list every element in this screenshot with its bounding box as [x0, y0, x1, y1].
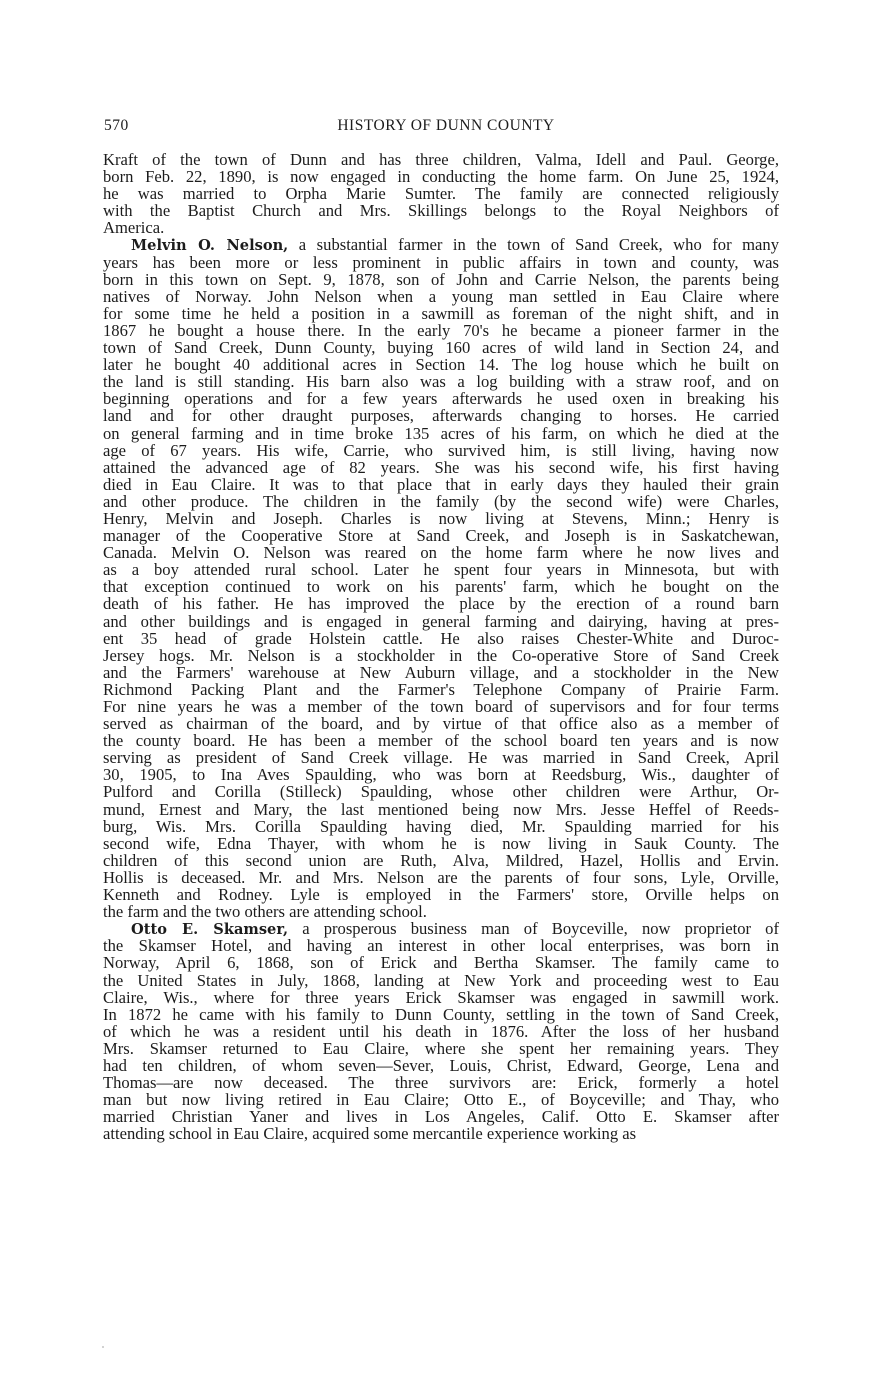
- text-line: [103, 1040, 779, 1057]
- text-line: [103, 271, 779, 288]
- text-line: [103, 749, 779, 766]
- text-line: [103, 168, 779, 185]
- text-line: [103, 561, 779, 578]
- text-line: [103, 339, 779, 356]
- text-line: [103, 578, 779, 595]
- text-line: [103, 801, 779, 818]
- text-line: [103, 835, 779, 852]
- line-text: Henry, Melvin and Joseph. Charles is now living at Stevens, Minn.; Henry is: [103, 508, 779, 528]
- line-text: with the Baptist Church and Mrs. Skillings belongs to the Royal Neighbors of: [103, 201, 779, 221]
- text-line: [103, 783, 779, 800]
- text-line: [103, 732, 779, 749]
- line-text: 1867 he bought a house there. In the early 70's he became a pioneer farmer in the: [103, 320, 779, 340]
- text-line: [103, 390, 779, 407]
- text-line: [103, 202, 779, 219]
- line-text: 30, 1905, to Ina Aves Spaulding, who was born at Reedsburg, Wis., daughter of: [103, 765, 779, 785]
- text-line: [103, 954, 779, 971]
- line-text: Thomas—are now deceased. The three survivors are: Erick, formerly a hotel: [103, 1073, 779, 1093]
- text-line: [103, 219, 779, 236]
- text-line: [103, 698, 779, 715]
- line-text: died in Eau Claire. It was to that place that in early days they hauled their grain: [103, 474, 779, 494]
- line-text: beginning operations and for a few years afterwards he used oxen in breaking his: [103, 389, 779, 409]
- text-line: [103, 373, 779, 390]
- text-line: [103, 407, 779, 424]
- text-line: [103, 442, 779, 459]
- text-line: [103, 544, 779, 561]
- text-line: [103, 322, 779, 339]
- line-text: Kenneth and Rodney. Lyle is employed in the Farmers' store, Orville helps on: [103, 885, 779, 905]
- line-text: born Feb. 22, 1890, is now engaged in conducting the home farm. On June 25, 1924,: [103, 167, 779, 187]
- text-line: [103, 356, 779, 373]
- line-text: Norway, April 6, 1868, son of Erick and Bertha Skamser. The family came to: [103, 953, 779, 973]
- line-text: America.: [103, 218, 165, 238]
- line-text: attained the advanced age of 82 years. She was his second wife, his first having: [103, 457, 779, 477]
- text-line: [103, 1125, 779, 1142]
- text-line: [103, 664, 779, 681]
- text-line: [103, 869, 779, 886]
- line-text: of which he was a resident until his death in 1876. After the loss of her husband: [103, 1021, 779, 1041]
- text-line: [103, 510, 779, 527]
- line-text: Hollis is deceased. Mr. and Mrs. Nelson are the parents of four sons, Lyle, Orville,: [103, 867, 779, 887]
- text-line: [103, 681, 779, 698]
- text-line: [103, 1023, 779, 1040]
- text-line: [103, 630, 779, 647]
- page-header: [104, 117, 778, 141]
- line-text: burg, Wis. Mrs. Corilla Spaulding having died, Mr. Spaulding married for his: [103, 816, 779, 836]
- text-line: [103, 476, 779, 493]
- text-line: [103, 715, 779, 732]
- text-line: [103, 459, 779, 476]
- line-text: the Skamser Hotel, and having an interest in other local enterprises, was born in: [103, 936, 779, 956]
- text-line: [103, 493, 779, 510]
- line-text: ent 35 head of grade Holstein cattle. He also raises Chester-White and Duroc-: [103, 628, 779, 648]
- body-text: [103, 151, 779, 1142]
- text-line: [103, 236, 779, 253]
- line-text: the county board. He has been a member of the school board ten years and is now: [103, 731, 779, 751]
- line-text: serving as president of Sand Creek village. He was married in Sand Creek, April: [103, 748, 779, 768]
- text-line: [103, 886, 779, 903]
- line-text: a prosperous business man of Boyceville, now proprietor of: [288, 919, 779, 939]
- page-number: 570: [104, 117, 129, 134]
- line-text: death of his father. He has improved the place by the erection of a round barn: [103, 594, 779, 614]
- line-text: second wife, Edna Thayer, with whom he is now living in Sauk County. The: [103, 833, 779, 853]
- text-line: [103, 1091, 779, 1108]
- line-text: for some time he held a position in a sawmill as foreman of the night shift, and in: [103, 303, 779, 323]
- line-text: that exception continued to work on his parents' farm, which he bought on the: [103, 577, 779, 597]
- line-text: served as chairman of the board, and by virtue of that office also as a member of: [103, 714, 779, 734]
- text-line: [103, 903, 779, 920]
- text-line: [103, 937, 779, 954]
- text-line: [103, 766, 779, 783]
- text-line: [103, 1057, 779, 1074]
- text-line: [103, 527, 779, 544]
- line-text: and the Farmers' warehouse at New Auburn village, and a stockholder in the New: [103, 662, 779, 682]
- line-text: Richmond Packing Plant and the Farmer's Telephone Company of Prairie Farm.: [103, 679, 779, 699]
- text-line: [103, 647, 779, 664]
- text-line: [103, 972, 779, 989]
- text-line: [103, 185, 779, 202]
- line-text: married Christian Yaner and lives in Los Angeles, Calif. Otto E. Skamser after: [103, 1107, 779, 1127]
- line-text: Canada. Melvin O. Nelson was reared on the home farm where he now lives and: [103, 543, 779, 563]
- line-text: and other produce. The children in the family (by the second wife) were Charles,: [103, 491, 779, 511]
- line-text: Claire, Wis., where for three years Erick Skamser was engaged in sawmill work.: [103, 987, 779, 1007]
- text-line: [103, 288, 779, 305]
- line-text: born in this town on Sept. 9, 1878, son of John and Carrie Nelson, the parents being: [103, 269, 779, 289]
- text-line: [103, 920, 779, 937]
- text-line: [103, 1074, 779, 1091]
- line-text: the United States in July, 1868, landing at New York and proceeding west to Eau: [103, 970, 779, 990]
- line-text: For nine years he was a member of the town board of supervisors and for four terms: [103, 697, 779, 716]
- line-text: years has been more or less prominent in public affairs in town and county, was: [103, 252, 779, 272]
- text-line: [103, 1108, 779, 1125]
- text-line: [103, 151, 779, 168]
- line-text: he was married to Orpha Marie Sumter. The family are connected religiously: [103, 184, 779, 204]
- line-text: had ten children, of whom seven—Sever, Louis, Christ, Edward, George, Lena and: [103, 1055, 779, 1075]
- running-title: HISTORY OF DUNN COUNTY: [337, 117, 555, 134]
- text-line: [103, 305, 779, 322]
- biography-name: Otto E. Skamser,: [131, 921, 289, 939]
- line-text: age of 67 years. His wife, Carrie, who survived him, is still living, having now: [103, 440, 779, 460]
- line-text: the land is still standing. His barn also was a log building with a straw roof, and on: [103, 372, 779, 392]
- line-text: land and for other draught purposes, afterwards changing to horses. He carried: [103, 406, 779, 426]
- line-text: later he bought 40 additional acres in Section 14. The log house which he built on: [103, 355, 779, 375]
- line-text: town of Sand Creek, Dunn County, buying 160 acres of wild land in Section 24, and: [103, 338, 779, 358]
- line-text: Mrs. Skamser returned to Eau Claire, where she spent her remaining years. They: [103, 1038, 779, 1058]
- line-text: attending school in Eau Claire, acquired some mercantile experience working as: [103, 1124, 637, 1144]
- line-text: as a boy attended rural school. Later he spent four years in Minnesota, but with: [103, 560, 779, 580]
- text-line: [103, 254, 779, 271]
- text-line: [103, 852, 779, 869]
- text-line: [103, 1006, 779, 1023]
- line-text: the farm and the two others are attending school.: [103, 902, 427, 922]
- line-text: children of this second union are Ruth, Alva, Mildred, Hazel, Hollis and Ervin.: [103, 850, 779, 870]
- text-line: [103, 425, 779, 442]
- line-text: a substantial farmer in the town of Sand Creek, who for many: [288, 235, 780, 255]
- line-text: and other buildings and is engaged in general farming and dairying, having at pres-: [103, 611, 779, 631]
- line-text: Jersey hogs. Mr. Nelson is a stockholder in the Co-operative Store of Sand Creek: [103, 645, 779, 665]
- line-text: In 1872 he came with his family to Dunn County, settling in the town of Sand Creek,: [103, 1004, 779, 1024]
- line-text: natives of Norway. John Nelson when a young man settled in Eau Claire where: [103, 286, 779, 306]
- print-speck: [102, 1346, 104, 1348]
- text-line: [103, 818, 779, 835]
- line-text: man but now living retired in Eau Claire; Otto E., of Boyceville; and Thay, who: [103, 1090, 779, 1110]
- text-line: [103, 595, 779, 612]
- line-text: mund, Ernest and Mary, the last mentioned being now Mrs. Jesse Heffel of Reeds-: [103, 799, 779, 819]
- biography-name: Melvin O. Nelson,: [131, 237, 289, 255]
- line-text: Pulford and Corilla (Stilleck) Spaulding, whose other children were Arthur, Or-: [103, 782, 779, 802]
- line-text: Kraft of the town of Dunn and has three children, Valma, Idell and Paul. George,: [103, 150, 779, 169]
- line-text: on general farming and in time broke 135 acres of his farm, on which he died at the: [103, 423, 779, 443]
- text-line: [103, 989, 779, 1006]
- line-text: manager of the Cooperative Store at Sand Creek, and Joseph is in Saskatchewan,: [103, 526, 779, 546]
- text-line: [103, 613, 779, 630]
